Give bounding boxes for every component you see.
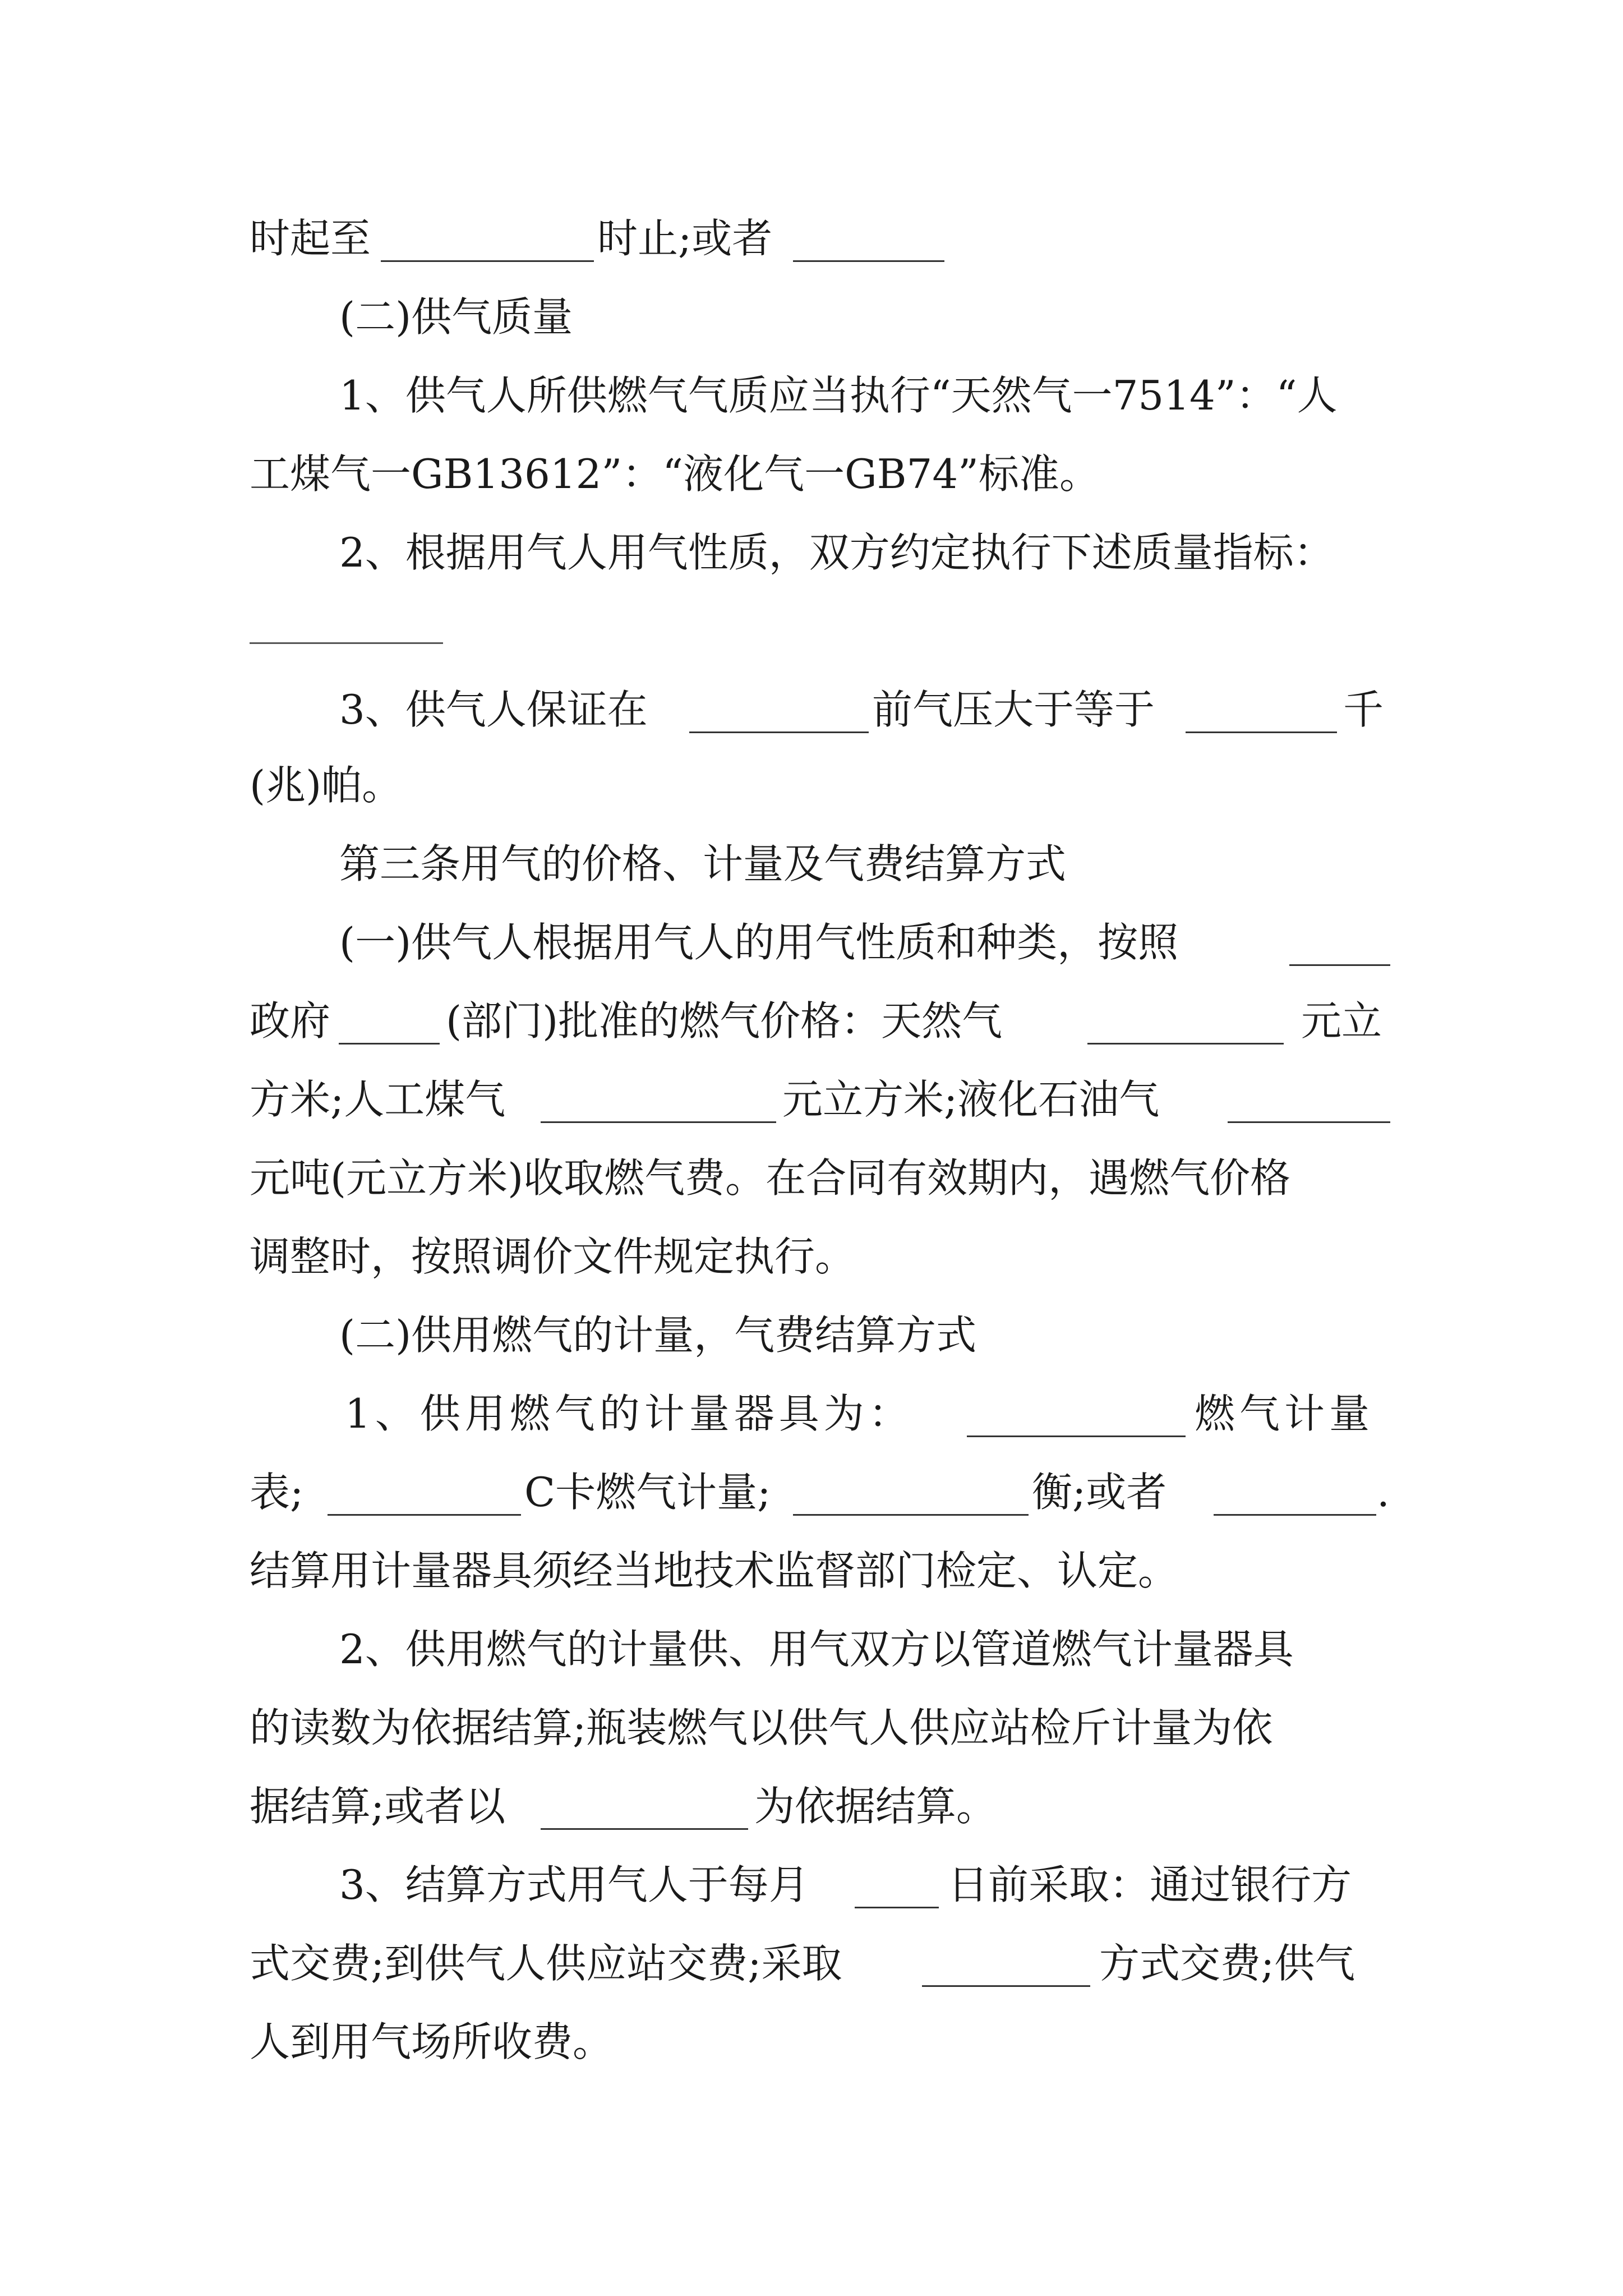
heading-text: (二)供用燃气的计量，气费结算方式: [339, 1312, 977, 1359]
text-fragment: 式交费;到供气人供应站交费;采取: [250, 1940, 842, 1987]
fill-blank: [1289, 928, 1390, 966]
fill-blank: [793, 224, 944, 262]
text-line: [0, 1697, 1623, 1759]
text-fragment: 人到用气场所收费。: [250, 2018, 614, 2065]
text-line: [0, 365, 1623, 426]
text-line: [0, 1147, 1623, 1209]
text-fragment: 3、结算方式用气人于每月: [339, 1861, 809, 1908]
text-line: [0, 1069, 1623, 1130]
text-fragment: 1、供气人所供燃气气质应当执行“天然气一7514”：“人: [339, 372, 1338, 419]
fill-blank: [1214, 1478, 1376, 1516]
text-fragment: 2、根据用气人用气性质，双方约定执行下述质量指标：: [339, 529, 1334, 576]
text-fragment: 前气压大于等于: [872, 686, 1155, 733]
text-line: [0, 208, 1623, 269]
text-line: [0, 1226, 1623, 1287]
fill-blank: [922, 1949, 1090, 1987]
text-fragment: 燃气计量: [1195, 1390, 1375, 1437]
heading-text: (二)供气质量: [339, 293, 573, 341]
text-line: [0, 990, 1623, 1052]
fill-blank: [381, 224, 594, 262]
text-line: [0, 443, 1623, 505]
fill-blank: [1228, 1085, 1390, 1123]
text-line: [0, 1618, 1623, 1680]
text-line: [0, 679, 1623, 740]
text-line: [0, 1540, 1623, 1602]
text-fragment: (兆)帕。: [250, 762, 403, 809]
text-fragment: .: [1377, 1469, 1390, 1516]
text-fragment: 3、供气人保证在: [339, 686, 648, 733]
text-fragment: 时止;或者: [597, 215, 773, 262]
text-line: [0, 1383, 1623, 1444]
text-fragment: 元吨(元立方米)收取燃气费。在合同有效期内，遇燃气价格: [250, 1154, 1291, 1202]
text-fragment: 元立方米;液化石油气: [782, 1076, 1160, 1123]
text-line: [0, 754, 1623, 816]
text-fragment: 衡;或者: [1032, 1469, 1167, 1516]
fill-blank: [855, 1871, 939, 1908]
fill-blank: [339, 1007, 440, 1045]
section-heading: [0, 286, 1623, 348]
text-fragment: 日前采取：通过银行方: [948, 1861, 1352, 1908]
fill-blank: [793, 1478, 1029, 1516]
text-fragment: 的读数为依据结算;瓶装燃气以供气人供应站检斤计量为依: [250, 1704, 1273, 1751]
fill-blank: [250, 642, 443, 644]
text-fragment: 为依据结算。: [754, 1783, 997, 1830]
text-fragment: 工煤气一GB13612”：“液化气一GB74”标准。: [250, 450, 1100, 498]
text-line: [0, 1461, 1623, 1523]
fill-blank: [689, 696, 869, 733]
text-fragment: 方米;人工煤气: [250, 1076, 506, 1123]
text-line: [0, 2011, 1623, 2073]
text-fragment: 时起至: [250, 215, 371, 262]
fill-blank: [328, 1478, 521, 1516]
text-fragment: 结算用计量器具须经当地技术监督部门检定、认定。: [250, 1547, 1179, 1594]
fill-blank: [967, 1400, 1186, 1437]
text-line: [0, 522, 1623, 583]
text-fragment: 方式交费;供气: [1099, 1940, 1355, 1987]
text-fragment: 1、供用燃气的计量器具为：: [345, 1390, 914, 1437]
text-line: [0, 1775, 1623, 1837]
text-fragment: (一)供气人根据用气人的用气性质和种类，按照: [339, 919, 1179, 966]
text-fragment: 元立: [1301, 997, 1382, 1045]
text-fragment: 调整时，按照调价文件规定执行。: [250, 1233, 856, 1280]
section-heading: [0, 1304, 1623, 1366]
text-line: [0, 912, 1623, 973]
fill-blank: [541, 1085, 776, 1123]
text-fragment: 2、供用燃气的计量供、用气双方以管道燃气计量器具: [339, 1626, 1294, 1673]
text-fragment: 千: [1343, 686, 1384, 733]
text-fragment: 表;: [250, 1469, 304, 1516]
text-fragment: 据结算;或者以: [250, 1783, 506, 1830]
text-line: [0, 1854, 1623, 1916]
text-fragment: (部门)批准的燃气价格：天然气: [446, 997, 1003, 1045]
fill-blank: [1087, 1007, 1284, 1045]
text-fragment: 政府: [250, 997, 331, 1045]
text-fragment: C卡燃气计量;: [524, 1469, 771, 1516]
article-heading: [0, 833, 1623, 895]
heading-text: 第三条用气的价格、计量及气费结算方式: [339, 840, 1067, 887]
fill-blank: [541, 1792, 748, 1830]
fill-blank: [1186, 696, 1337, 733]
text-line: [0, 1932, 1623, 1994]
